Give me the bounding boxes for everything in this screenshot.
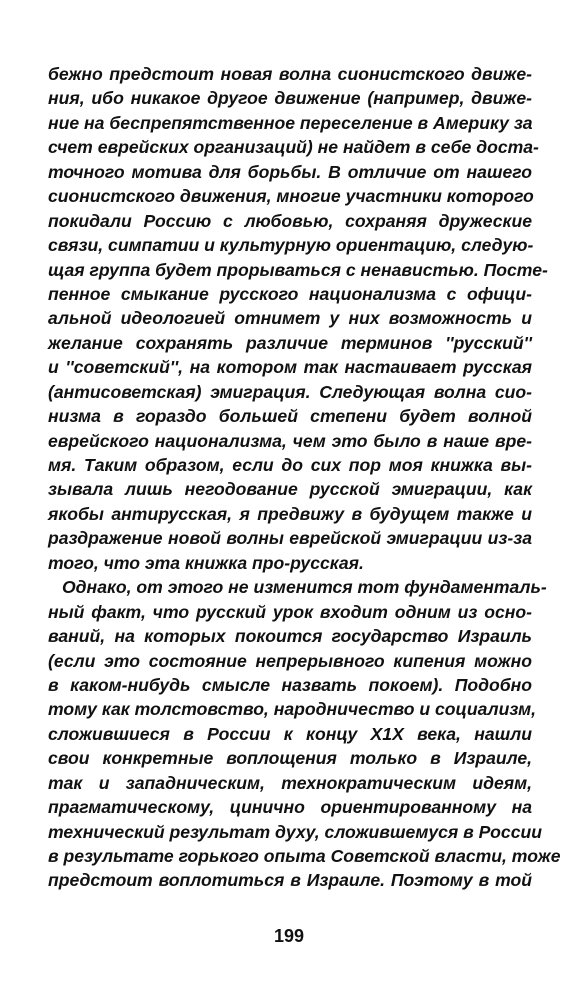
text-line: щая группа будет прорываться с ненавистью. Посте- bbox=[48, 259, 548, 280]
text-line: связи, симпатии и культурную ориентацию, следую- bbox=[48, 235, 534, 256]
text-line: сложившиеся в России к концу Х1Х века, нашли bbox=[48, 723, 532, 744]
text-line: покидали Россию с любовью, сохраняя дружеские bbox=[48, 210, 532, 231]
text-line: свои конкретные воплощения только в Израиле, bbox=[48, 748, 532, 769]
text-line: пенное смыкание русского национализма с офици- bbox=[48, 283, 532, 304]
text-line: низма в гораздо большей степени будет волной bbox=[48, 406, 532, 427]
text-line: якобы антирусская, я предвижу в будущем также и bbox=[48, 503, 532, 524]
text-line: еврейского национализма, чем это было в наше вре- bbox=[48, 430, 532, 451]
text-line: предстоит воплотиться в Израиле. Поэтому в той bbox=[48, 870, 532, 891]
page-number: 199 bbox=[273, 926, 305, 946]
text-line: того, что эта книжка про-русская. bbox=[48, 552, 364, 573]
text-line: и ''советский'', на котором так настаивает русская bbox=[48, 357, 532, 378]
text-line: (если это состояние непрерывного кипения можно bbox=[48, 650, 532, 671]
text-line: ние на беспрепятственное переселение в Америку за bbox=[48, 112, 533, 133]
text-line: сионистского движения, многие участники которого bbox=[48, 186, 534, 207]
text-line: ваний, на которых покоится государство Израиль bbox=[48, 626, 532, 647]
paragraph bbox=[48, 62, 548, 575]
body-text bbox=[48, 62, 561, 893]
text-line: мя. Таким образом, если до сих пор моя книжка вы- bbox=[48, 455, 532, 475]
text-line: бежно предстоит новая волна сионистского движе- bbox=[48, 64, 532, 84]
text-line: (антисоветская) эмиграция. Следующая волна сио- bbox=[48, 381, 532, 402]
text-line: желание сохранять различие терминов ''русский'' bbox=[48, 332, 532, 353]
text-line: тому как толстовство, народничество и социализм, bbox=[48, 699, 536, 720]
text-line: раздражение новой волны еврейской эмиграции из-за bbox=[48, 528, 532, 549]
text-line: счет еврейских организаций) не найдет в себе доста- bbox=[48, 137, 539, 158]
text-line: зывала лишь негодование русской эмиграции, как bbox=[48, 479, 532, 500]
text-line: Однако, от этого не изменится тот фундаменталь- bbox=[62, 577, 547, 598]
text-line: прагматическому, цинично ориентированному на bbox=[48, 797, 532, 818]
text-line: в каком-нибудь смысле назвать покоем). Подобно bbox=[48, 674, 532, 695]
text-line: альной идеологией отнимет у них возможность и bbox=[48, 308, 532, 329]
text-line: ный факт, что русский урок входит одним из осно- bbox=[48, 601, 532, 622]
text-line: ния, ибо никакое другое движение (например, движе- bbox=[48, 88, 532, 109]
paragraph bbox=[48, 575, 561, 893]
text-line: точного мотива для борьбы. В отличие от нашего bbox=[48, 161, 532, 182]
text-line: так и западническим, технократическим идеям, bbox=[48, 772, 532, 793]
text-line: в результате горького опыта Советской власти, тоже bbox=[48, 846, 561, 866]
text-line: технический результат духу, сложившемуся в России bbox=[48, 821, 542, 842]
